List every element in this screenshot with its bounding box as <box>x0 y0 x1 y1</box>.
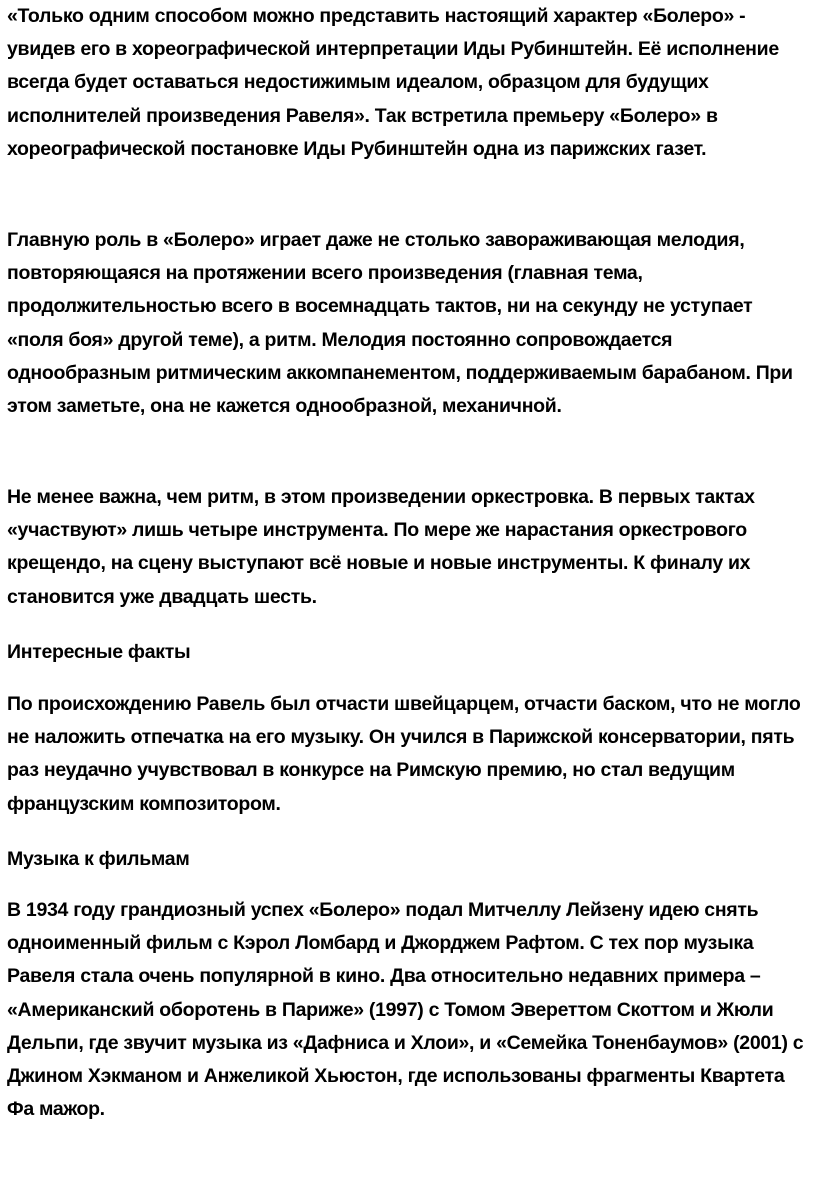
paragraph-films: В 1934 году грандиозный успех «Болеро» подал Митчеллу Лейзену идею снять одноименный фильм с Кэрол Ломбард и Джорджем Рафтом. С тех пор музыка Равеля стала очень популярной в кино. Два относительно недавних примера – «Американский оборотень в Париже» (1997) с Томом Эвереттом Скоттом и Жюли Дельпи, где звучит музыка из «Дафниса и Хлои», и «Семейка Тоненбаумов» (2001) с Джином Хэкманом и Анжеликой Хьюстон, где использованы фрагменты Квартета Фа мажор. <box>7 899 804 1121</box>
paragraph-orchestration: Не менее важна, чем ритм, в этом произведении оркестровка. В первых тактах «участвуют» лишь четыре инструмента. По мере же нарастания оркестрового крещендо, на сцену выступают всё новые и новые инструменты. К финалу их становится уже двадцать шесть. <box>7 486 755 608</box>
paragraph-facts: По происхождению Равель был отчасти швейцарцем, отчасти баском, что не могло не наложить отпечатка на его музыку. Он учился в Парижской консерватории, пять раз неудачно учувствовал в конкурсе на Римскую премию, но стал ведущим французским композитором. <box>7 693 801 815</box>
heading-interesting-facts: Интересные факты <box>7 641 191 663</box>
paragraph-premiere-quote: «Только одним способом можно представить настоящий характер «Болеро» - увидев его в хореографической интерпретации Иды Рубинштейн. Её исполнение всегда будет оставаться недостижимым идеалом, образцом для будущих исполнителей произведения Равеля». Так встретила премьеру «Болеро» в хореографической постановке Иды Рубинштейн одна из парижских газет. <box>7 5 779 160</box>
paragraph-rhythm: Главную роль в «Болеро» играет даже не столько завораживающая мелодия, повторяющаяся на протяжении всего произведения (главная тема, продолжительностью всего в восемнадцать тактов, ни на секунду не уступает «поля боя» другой теме), а ритм. Мелодия постоянно сопровождается однообразным ритмическим аккомпанементом, поддерживаемым барабаном. При этом заметьте, она не кажется однообразной, механичной. <box>7 229 793 418</box>
heading-film-music: Музыка к фильмам <box>7 848 190 870</box>
